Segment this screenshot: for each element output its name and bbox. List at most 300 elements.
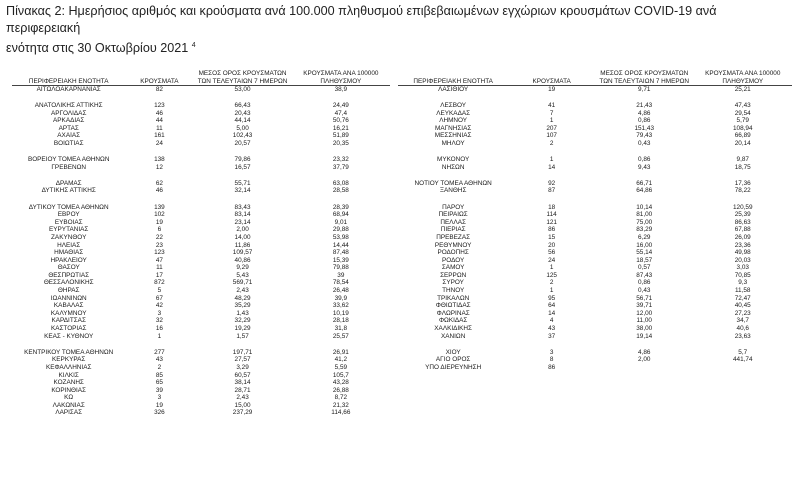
avg-cell: 6,29 [638, 233, 651, 241]
cases-cell: 16 [155, 325, 163, 333]
unit-cell: ΚΕΑΣ - ΚΥΘΝΟΥ [44, 332, 94, 340]
per100k-cell: 17,36 [734, 179, 751, 187]
unit-cell: ΠΕΙΡΑΙΩΣ [438, 211, 468, 219]
cases-cell: 41 [548, 102, 556, 110]
avg-cell: 4,86 [638, 109, 651, 117]
table-row [12, 333, 390, 341]
table-row [12, 264, 390, 272]
cases-cell: 44 [155, 117, 163, 125]
per100k-cell: 23,32 [332, 156, 349, 164]
table-row [12, 211, 390, 219]
unit-cell: ΑΙΤΩΛΟΑΚΑΡΝΑΝΙΑΣ [12, 86, 125, 94]
cases-cell: 3 [157, 394, 162, 402]
table-row [398, 102, 792, 110]
per100k-cell: 39,9 [334, 294, 348, 302]
unit-cell: ΣΕΡΡΩΝ [440, 271, 467, 279]
unit-cell: ΚΑΒΑΛΑΣ [53, 302, 84, 310]
avg-cell: 19,14 [636, 332, 653, 340]
unit-cell: ΦΘΙΩΤΙΔΑΣ [435, 302, 471, 310]
table-row [398, 204, 792, 212]
spacer-cell [12, 148, 390, 157]
unit-cell: ΡΟΔΟΠΗΣ [437, 249, 469, 257]
avg-cell: 9,43 [638, 163, 651, 171]
spacer-cell [12, 94, 390, 103]
col-header-unit: ΠΕΡΙΦΕΡΕΙΑΚΗ ΕΝΟΤΗΤΑ [12, 64, 125, 86]
avg-cell: 4,86 [638, 348, 651, 356]
unit-cell: ΞΑΝΘΗΣ [439, 187, 467, 195]
unit-cell: ΦΩΚΙΔΑΣ [438, 317, 468, 325]
unit-cell: ΘΕΣΠΡΩΤΙΑΣ [48, 271, 90, 279]
per100k-cell: 29,88 [332, 226, 349, 234]
avg-cell [595, 364, 694, 372]
spacer-cell [398, 195, 792, 204]
table-row [398, 272, 792, 280]
unit-cell: ΚΕΡΚΥΡΑΣ [52, 356, 86, 364]
cases-cell: 86 [548, 363, 556, 371]
per100k-cell: 9,01 [334, 218, 348, 226]
per100k-cell: 9,3 [738, 279, 748, 287]
avg-cell: 83,43 [234, 203, 251, 211]
cases-cell: 47 [155, 256, 163, 264]
table-row [12, 226, 390, 234]
avg-cell: 151,43 [634, 124, 654, 132]
table-left [12, 64, 390, 417]
per100k-cell: 41,2 [334, 356, 348, 364]
cases-cell: 1 [549, 287, 554, 295]
avg-cell: 0,86 [638, 117, 651, 125]
per100k-cell: 68,94 [332, 211, 349, 219]
per100k-cell: 28,39 [332, 203, 349, 211]
per100k-cell: 40,6 [736, 325, 749, 333]
table-row [398, 187, 792, 195]
table-row [398, 364, 792, 372]
table-row [12, 372, 390, 380]
table-row [12, 102, 390, 110]
cases-cell: 56 [548, 249, 556, 257]
per100k-cell: 5,59 [334, 363, 348, 371]
cases-cell: 20 [548, 241, 556, 249]
unit-cell: ΜΥΚΟΝΟΥ [437, 156, 470, 164]
per100k-cell: 33,62 [332, 302, 349, 310]
spacer-cell [398, 94, 792, 103]
per100k-cell: 28,18 [332, 317, 349, 325]
avg-cell: 18,57 [636, 256, 653, 264]
table-row [12, 204, 390, 212]
unit-cell: ΘΕΣΣΑΛΟΝΙΚΗΣ [43, 279, 94, 287]
avg-cell: 55,14 [636, 249, 653, 257]
unit-cell: ΙΩΑΝΝΙΝΩΝ [50, 294, 87, 302]
cases-cell: 2 [549, 279, 554, 287]
table-row [398, 234, 792, 242]
unit-cell: ΧΑΛΚΙΔΙΚΗΣ [434, 325, 473, 333]
per100k-cell: 11,58 [734, 287, 751, 295]
table-row [398, 257, 792, 265]
table-row [12, 402, 390, 410]
row-spacer [398, 195, 792, 204]
cases-cell: 4 [549, 317, 554, 325]
table-row [398, 310, 792, 318]
avg-cell: 35,29 [234, 302, 251, 310]
cases-cell: 19 [155, 218, 163, 226]
footnote-marker: 4 [191, 42, 196, 49]
unit-cell: ΕΥΡΥΤΑΝΙΑΣ [49, 226, 89, 234]
row-spacer [398, 340, 792, 349]
avg-cell: 32,14 [234, 187, 251, 195]
cases-cell: 18 [548, 203, 556, 211]
per100k-cell: 86,63 [734, 218, 751, 226]
cases-cell: 6 [157, 226, 162, 234]
spacer-cell [12, 171, 390, 180]
avg-cell: 0,86 [638, 156, 651, 164]
table-row [398, 226, 792, 234]
table-row [398, 219, 792, 227]
per100k-cell: 49,98 [734, 249, 751, 257]
per100k-cell: 8,72 [334, 394, 348, 402]
unit-cell: ΛΑΚΩΝΙΑΣ [52, 401, 85, 409]
per100k-cell: 15,39 [332, 256, 349, 264]
per100k-cell: 18,75 [734, 163, 751, 171]
table-row [398, 287, 792, 295]
unit-cell: ΚΑΡΔΙΤΣΑΣ [51, 317, 86, 325]
unit-cell: ΚΩ [64, 394, 74, 402]
unit-cell: ΠΡΕΒΕΖΑΣ [436, 233, 471, 241]
row-spacer [12, 340, 390, 349]
cases-cell: 15 [548, 233, 556, 241]
per100k-cell: 26,48 [332, 287, 349, 295]
cases-cell: 19 [155, 401, 163, 409]
unit-cell: ΖΑΚΥΝΘΟΥ [51, 233, 87, 241]
table-row [12, 317, 390, 325]
cases-cell: 123 [154, 102, 165, 110]
avg-cell: 66,43 [234, 102, 251, 110]
cases-cell: 17 [155, 271, 163, 279]
cases-cell: 85 [155, 371, 163, 379]
per100k-cell: 78,54 [332, 279, 349, 287]
avg-cell: 0,43 [638, 287, 651, 295]
avg-cell: 40,86 [234, 256, 251, 264]
cases-cell: 19 [508, 86, 595, 94]
table-row [12, 117, 390, 125]
table-row [398, 295, 792, 303]
avg-cell: 0,43 [638, 140, 651, 148]
avg-cell: 79,86 [234, 156, 251, 164]
avg-cell: 56,71 [636, 294, 653, 302]
avg-cell: 15,00 [234, 401, 251, 409]
cases-cell: 1 [549, 156, 554, 164]
avg-cell: 44,14 [234, 117, 251, 125]
per100k-cell: 34,7 [736, 317, 749, 325]
table-row [398, 325, 792, 333]
cases-cell: 14 [548, 163, 556, 171]
cases-cell: 7 [549, 109, 554, 117]
cases-cell: 46 [155, 109, 163, 117]
avg-cell: 1,43 [236, 309, 249, 317]
avg-cell: 16,57 [234, 163, 251, 171]
avg-cell: 20,43 [234, 109, 251, 117]
table-row [12, 379, 390, 387]
table-row [12, 257, 390, 265]
avg-cell: 38,00 [636, 325, 653, 333]
unit-cell: ΛΗΜΝΟΥ [439, 117, 468, 125]
cases-cell: 67 [155, 294, 163, 302]
unit-cell: ΠΕΛΛΑΣ [440, 218, 466, 226]
row-spacer [12, 148, 390, 157]
table-row [398, 180, 792, 188]
table-row [12, 387, 390, 395]
per100k-cell: 79,88 [332, 264, 349, 272]
cases-cell: 23 [155, 241, 163, 249]
avg-cell: 60,57 [234, 371, 251, 379]
cases-cell: 24 [155, 140, 163, 148]
unit-cell: ΡΟΔΟΥ [442, 256, 465, 264]
table-right [398, 64, 792, 372]
table-row [12, 140, 390, 148]
per100k-cell: 20,03 [734, 256, 751, 264]
per100k-cell: 43,28 [332, 379, 349, 387]
table-row [12, 180, 390, 188]
row-spacer [12, 171, 390, 180]
row-spacer [12, 94, 390, 103]
cases-cell: 86 [548, 226, 556, 234]
cases-cell: 3 [549, 348, 554, 356]
unit-cell: ΧΑΝΙΩΝ [441, 332, 466, 340]
unit-cell: ΝΗΣΩΝ [441, 163, 465, 171]
per100k-cell: 20,35 [332, 140, 349, 148]
avg-cell: 0,57 [638, 264, 651, 272]
spacer-cell [398, 340, 792, 349]
per100k-cell: 38,9 [292, 86, 390, 94]
table-row [12, 287, 390, 295]
per100k-cell: 105,7 [332, 371, 349, 379]
unit-cell: ΝΟΤΙΟΥ ΤΟΜΕΑ ΑΘΗΝΩΝ [414, 179, 492, 187]
table-row [12, 187, 390, 195]
row-spacer [398, 171, 792, 180]
unit-cell: ΛΕΣΒΟΥ [440, 102, 467, 110]
unit-cell: ΔΥΤΙΚΟΥ ΤΟΜΕΑ ΑΘΗΝΩΝ [28, 203, 109, 211]
col-header-cases: ΚΡΟΥΣΜΑΤΑ [508, 64, 595, 86]
cases-cell: 12 [155, 163, 163, 171]
per100k-cell: 108,94 [732, 124, 753, 132]
cases-cell: 5 [157, 287, 162, 295]
table-row [398, 117, 792, 125]
avg-cell: 81,00 [636, 211, 653, 219]
avg-cell: 2,00 [236, 226, 249, 234]
cases-cell: 32 [155, 317, 163, 325]
spacer-cell [12, 340, 390, 349]
avg-cell: 87,43 [636, 271, 653, 279]
avg-cell: 237,29 [232, 409, 253, 417]
avg-cell: 23,14 [234, 218, 251, 226]
avg-cell: 569,71 [232, 279, 253, 287]
avg-cell: 197,71 [232, 348, 253, 356]
per100k-cell: 26,91 [332, 348, 349, 356]
avg-cell: 48,29 [234, 294, 251, 302]
per100k-cell: 67,88 [734, 226, 751, 234]
cases-cell: 64 [548, 302, 556, 310]
unit-cell: ΦΛΩΡΙΝΑΣ [436, 309, 470, 317]
per100k-cell: 23,36 [734, 241, 751, 249]
avg-cell: 55,71 [234, 179, 251, 187]
table-row [12, 409, 390, 417]
per100k-cell: 28,58 [332, 187, 349, 195]
header-row [398, 64, 792, 86]
per100k-cell: 66,89 [734, 132, 751, 140]
unit-cell: ΜΑΓΝΗΣΙΑΣ [435, 124, 472, 132]
cases-cell: 277 [154, 348, 165, 356]
unit-cell: ΤΡΙΚΑΛΩΝ [437, 294, 470, 302]
avg-cell: 75,00 [636, 218, 653, 226]
per100k-cell: 9,87 [736, 156, 749, 164]
table-row [12, 349, 390, 357]
avg-cell: 0,86 [638, 279, 651, 287]
table-row [12, 86, 390, 94]
cases-cell: 872 [154, 279, 165, 287]
table-row [398, 279, 792, 287]
per100k-cell: 3,03 [736, 264, 749, 272]
unit-cell: ΧΙΟΥ [445, 348, 461, 356]
col-header-cases: ΚΡΟΥΣΜΑΤΑ [125, 64, 193, 86]
per100k-cell: 21,32 [332, 401, 349, 409]
avg-cell: 9,71 [595, 86, 694, 94]
per100k-cell: 70,85 [734, 271, 751, 279]
table-row [12, 364, 390, 372]
table-row [12, 272, 390, 280]
spacer-cell [398, 171, 792, 180]
table-row [12, 242, 390, 250]
caption-line-2: ενότητα στις 30 Οκτωβρίου 2021 [6, 41, 189, 56]
table-row [398, 140, 792, 148]
per100k-cell: 27,23 [734, 309, 751, 317]
table-row [12, 325, 390, 333]
avg-cell: 102,43 [232, 132, 253, 140]
per100k-cell: 40,45 [734, 302, 751, 310]
unit-cell: ΣΑΜΟΥ [441, 264, 465, 272]
avg-cell: 64,86 [636, 187, 653, 195]
unit-cell: ΠΑΡΟΥ [442, 203, 465, 211]
table-row [398, 349, 792, 357]
per100k-cell: 25,21 [693, 86, 792, 94]
unit-cell: ΚΕΦΑΛΛΗΝΙΑΣ [45, 363, 92, 371]
avg-cell: 39,71 [636, 302, 653, 310]
unit-cell: ΚΟΡΙΝΘΙΑΣ [51, 386, 87, 394]
per100k-cell: 50,76 [332, 117, 349, 125]
table-row [12, 156, 390, 164]
per100k-cell: 87,48 [332, 249, 349, 257]
per100k-cell: 26,88 [332, 386, 349, 394]
per100k-cell: 29,54 [734, 109, 751, 117]
avg-cell: 1,57 [236, 332, 249, 340]
avg-cell: 5,00 [236, 124, 249, 132]
table-row [398, 110, 792, 118]
table-row [12, 164, 390, 172]
unit-cell: ΔΥΤΙΚΗΣ ΑΤΤΙΚΗΣ [41, 187, 96, 195]
unit-cell: ΛΕΥΚΑΔΑΣ [436, 109, 471, 117]
avg-cell: 2,00 [638, 356, 651, 364]
unit-cell: ΑΧΑΪΑΣ [57, 132, 81, 140]
per100k-cell [693, 364, 792, 372]
avg-cell: 2,43 [236, 394, 249, 402]
per100k-cell: 23,63 [734, 332, 751, 340]
row-spacer [398, 94, 792, 103]
cases-cell: 11 [156, 264, 163, 272]
avg-cell: 38,14 [234, 379, 251, 387]
table-row [398, 125, 792, 133]
per100k-cell: 25,39 [734, 211, 751, 219]
unit-cell: ΔΡΑΜΑΣ [55, 179, 82, 187]
unit-cell: ΜΕΣΣΗΝΙΑΣ [434, 132, 472, 140]
table-row [12, 249, 390, 257]
avg-cell: 28,71 [234, 386, 251, 394]
unit-cell: ΚΑΣΤΟΡΙΑΣ [50, 325, 87, 333]
cases-cell: 62 [155, 179, 163, 187]
cases-cell: 43 [548, 325, 556, 333]
unit-cell: ΚΙΛΚΙΣ [58, 371, 79, 379]
cases-cell: 92 [548, 179, 556, 187]
row-spacer [398, 148, 792, 157]
unit-cell: ΓΡΕΒΕΝΩΝ [51, 163, 86, 171]
cases-cell: 11 [156, 124, 163, 132]
unit-cell: ΤΗΝΟΥ [442, 287, 465, 295]
unit-cell: ΕΒΡΟΥ [57, 211, 80, 219]
avg-cell: 12,00 [636, 309, 653, 317]
per100k-cell: 37,79 [332, 163, 349, 171]
cases-cell: 3 [157, 309, 162, 317]
unit-cell: ΑΡΤΑΣ [58, 124, 79, 132]
cases-cell: 1 [157, 332, 162, 340]
per100k-cell: 25,57 [332, 332, 349, 340]
avg-cell: 19,29 [234, 325, 251, 333]
avg-cell: 53,00 [193, 86, 291, 94]
per100k-cell: 14,44 [332, 241, 349, 249]
per100k-cell: 10,19 [332, 309, 349, 317]
unit-cell: ΚΕΝΤΡΙΚΟΥ ΤΟΜΕΑ ΑΘΗΝΩΝ [24, 348, 114, 356]
table-row [12, 219, 390, 227]
avg-cell: 10,14 [636, 203, 653, 211]
table-row [398, 356, 792, 364]
cases-cell: 14 [548, 309, 556, 317]
per100k-cell: 114,66 [331, 409, 351, 417]
cases-cell: 82 [125, 86, 193, 94]
cases-cell: 39 [155, 386, 163, 394]
avg-cell: 9,29 [236, 264, 249, 272]
unit-cell: ΘΗΡΑΣ [57, 287, 80, 295]
unit-cell: ΣΥΡΟΥ [442, 279, 464, 287]
unit-cell: ΒΟΡΕΙΟΥ ΤΟΜΕΑ ΑΘΗΝΩΝ [27, 156, 110, 164]
cases-cell: 121 [546, 218, 557, 226]
cases-cell: 46 [155, 187, 163, 195]
avg-cell: 11,86 [234, 241, 251, 249]
per100k-cell: 51,89 [332, 132, 349, 140]
table-row [398, 317, 792, 325]
per100k-cell: 120,59 [732, 203, 753, 211]
per100k-cell: 441,74 [732, 356, 753, 364]
avg-cell: 109,57 [232, 249, 253, 257]
unit-cell: ΛΑΣΙΘΙΟΥ [398, 86, 508, 94]
unit-cell: ΑΝΑΤΟΛΙΚΗΣ ΑΤΤΙΚΗΣ [34, 102, 103, 110]
per100k-cell: 47,43 [734, 102, 751, 110]
col-header-per100k: ΚΡΟΥΣΜΑΤΑ ΑΝΑ 100000 ΠΛΗΘΥΣΜΟΥ [693, 64, 792, 86]
avg-cell: 16,00 [636, 241, 653, 249]
cases-cell: 42 [155, 302, 163, 310]
header-row [12, 64, 390, 86]
table-row [12, 310, 390, 318]
cases-cell: 22 [155, 233, 163, 241]
table-row [12, 356, 390, 364]
caption-line-1: Πίνακας 2: Ημερήσιος αριθμός και κρούσματα ανά 100.000 πληθυσμού επιβεβαιωμένων εγχώριων κρουσμάτων COVID-19 ανά περιφερειακή [6, 4, 717, 35]
avg-cell: 11,00 [636, 317, 652, 325]
per100k-cell: 20,14 [734, 140, 751, 148]
cases-cell: 123 [154, 249, 165, 257]
